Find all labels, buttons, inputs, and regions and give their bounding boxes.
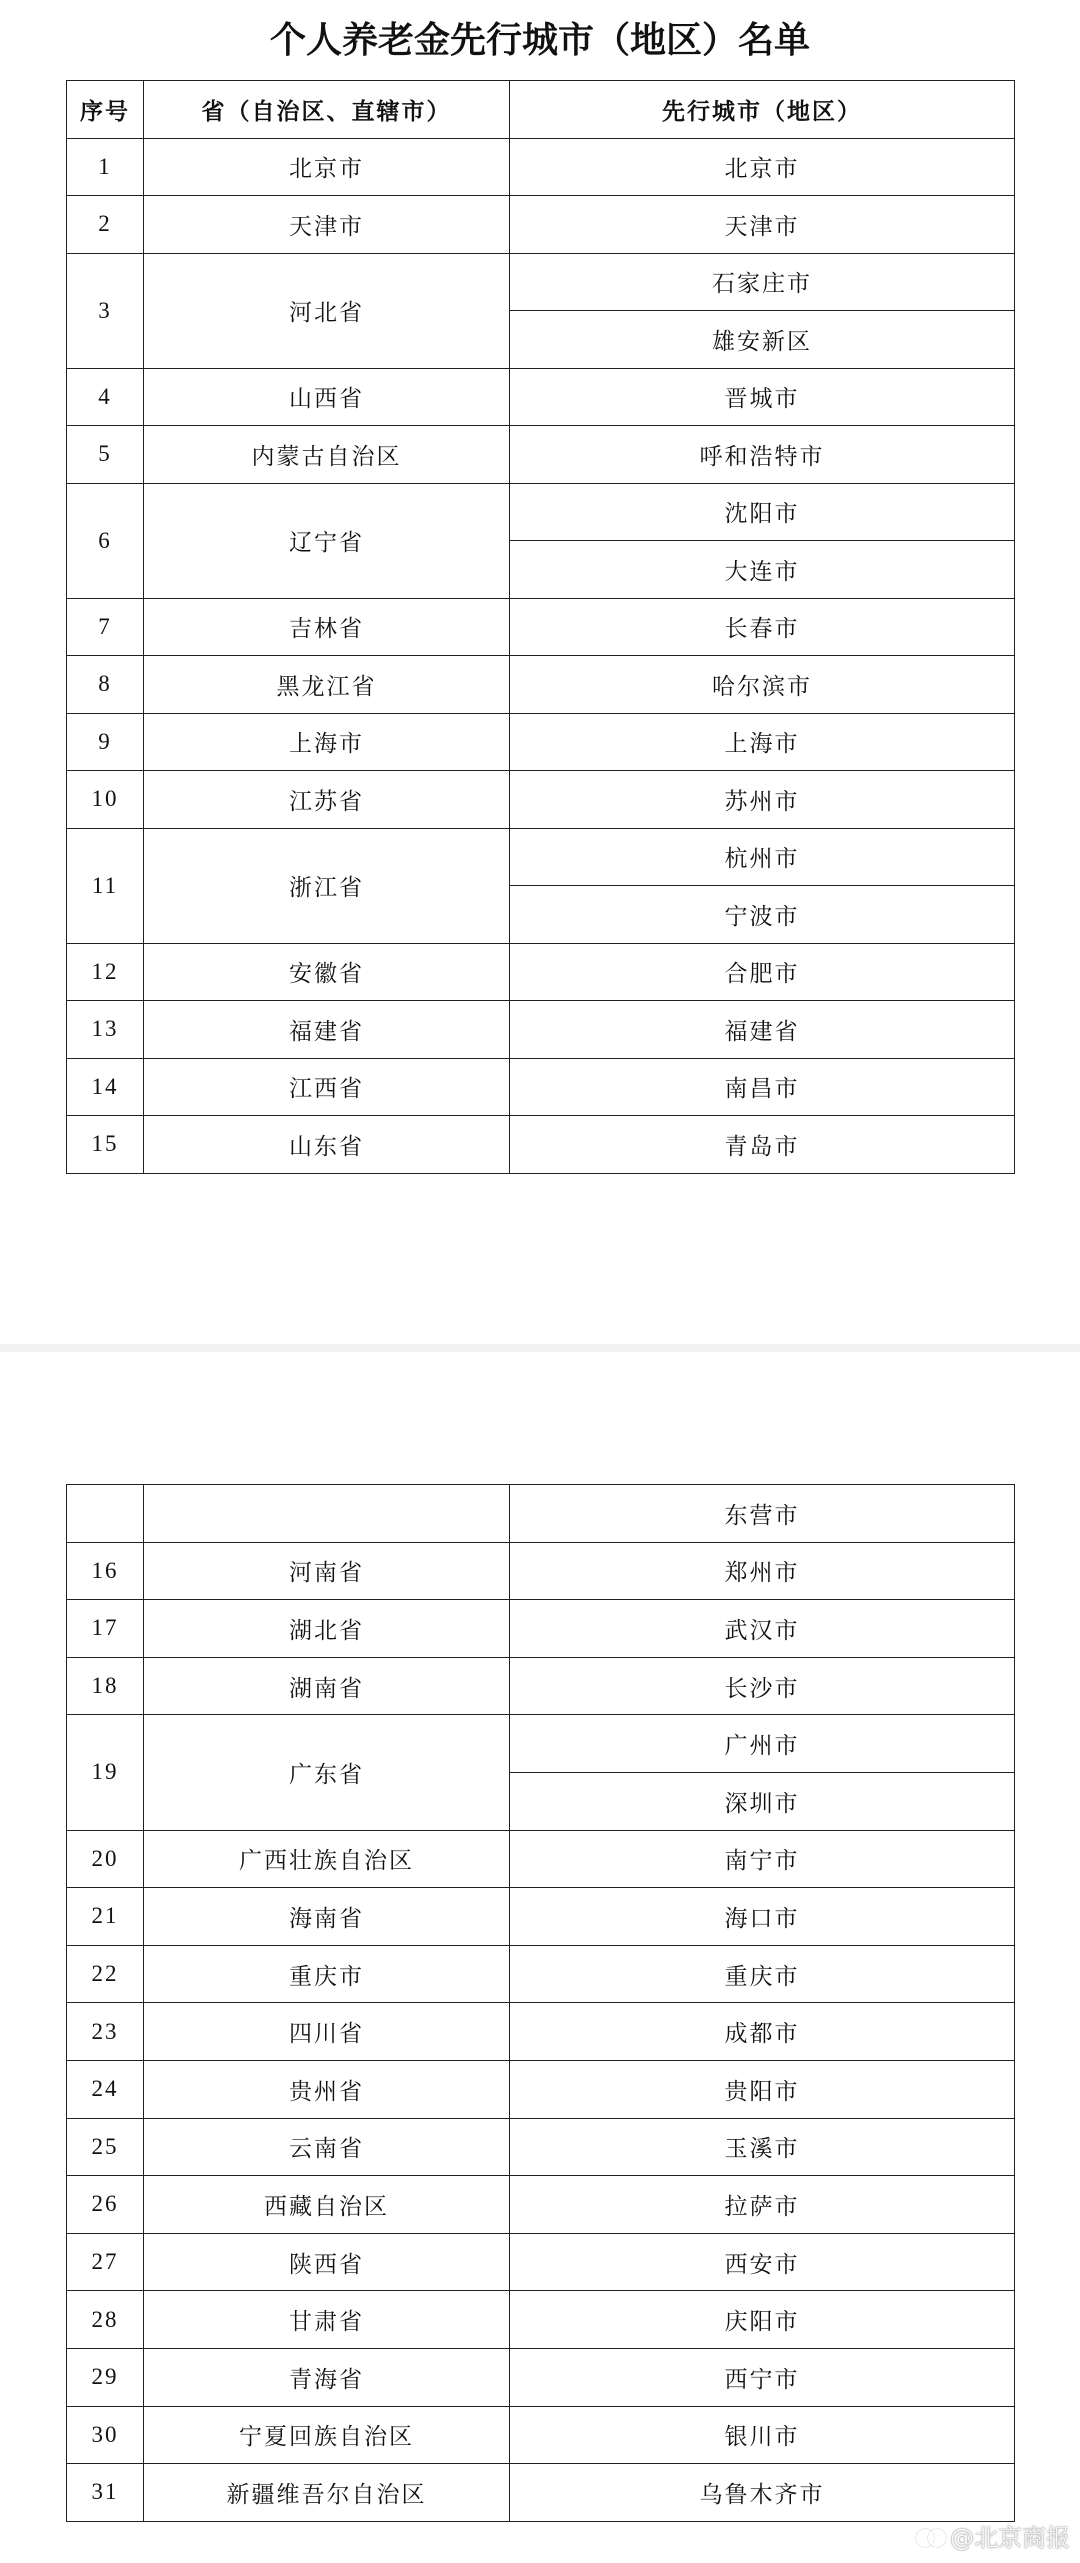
table-row [67,1657,1015,1715]
province-cell: 西藏自治区 [144,2176,510,2234]
city-cell: 北京市 [510,138,1015,196]
city-cell: 上海市 [510,713,1015,771]
province-cell: 甘肃省 [144,2291,510,2349]
table-row [67,2003,1015,2061]
province-cell: 山西省 [144,368,510,426]
city-cell: 西宁市 [510,2348,1015,2406]
province-cell: 贵州省 [144,2060,510,2118]
table-row [67,483,1015,541]
city-cell: 东营市 [510,1485,1015,1543]
page-title: 个人养老金先行城市（地区）名单 [269,19,810,61]
city-cell: 郑州市 [510,1542,1015,1600]
table-row [67,1058,1015,1116]
city-cell: 沈阳市 [510,483,1015,541]
city-cell: 合肥市 [510,943,1015,1001]
row-number: 2 [67,196,144,254]
link-rings-icon [916,2525,946,2547]
province-cell: 重庆市 [144,1945,510,2003]
province-cell: 青海省 [144,2348,510,2406]
city-cell: 拉萨市 [510,2176,1015,2234]
row-number [67,1485,144,1543]
city-cell: 南宁市 [510,1830,1015,1888]
city-cell: 成都市 [510,2003,1015,2061]
row-number: 25 [67,2118,144,2176]
province-cell: 浙江省 [144,828,510,943]
header-seq: 序号 [67,81,144,139]
table-row [67,2406,1015,2464]
province-cell: 辽宁省 [144,483,510,598]
table-row [67,2464,1015,2522]
table-row [67,943,1015,1001]
city-cell: 银川市 [510,2406,1015,2464]
province-cell: 内蒙古自治区 [144,426,510,484]
province-cell: 福建省 [144,1001,510,1059]
city-cell: 重庆市 [510,1945,1015,2003]
table-row [67,2348,1015,2406]
table-row [67,713,1015,771]
row-number: 23 [67,2003,144,2061]
province-cell: 湖南省 [144,1657,510,1715]
row-number: 16 [67,1542,144,1600]
table-row [67,138,1015,196]
province-cell: 新疆维吾尔自治区 [144,2464,510,2522]
row-number: 17 [67,1600,144,1658]
province-cell: 海南省 [144,1888,510,1946]
row-number: 29 [67,2348,144,2406]
province-cell: 河南省 [144,1542,510,1600]
province-cell: 宁夏回族自治区 [144,2406,510,2464]
city-cell: 杭州市 [510,828,1015,886]
city-cell: 乌鲁木齐市 [510,2464,1015,2522]
row-number: 1 [67,138,144,196]
pilot-cities-table-page-2 [66,1484,1015,2522]
row-number: 14 [67,1058,144,1116]
row-number: 19 [67,1715,144,1830]
city-cell: 晋城市 [510,368,1015,426]
table-row [67,1888,1015,1946]
row-number: 9 [67,713,144,771]
row-number: 12 [67,943,144,1001]
row-number: 28 [67,2291,144,2349]
province-cell: 安徽省 [144,943,510,1001]
city-cell: 南昌市 [510,1058,1015,1116]
table-row [67,2176,1015,2234]
row-number: 11 [67,828,144,943]
table-row [67,2291,1015,2349]
table-header-row [67,81,1015,139]
table-row [67,771,1015,829]
row-number: 6 [67,483,144,598]
province-cell: 上海市 [144,713,510,771]
row-number: 27 [67,2233,144,2291]
province-cell: 云南省 [144,2118,510,2176]
row-number: 10 [67,771,144,829]
table-row [67,1542,1015,1600]
province-cell: 广东省 [144,1715,510,1830]
row-number: 22 [67,1945,144,2003]
table-row [67,656,1015,714]
page-separator [0,1344,1080,1352]
row-number: 5 [67,426,144,484]
row-number: 20 [67,1830,144,1888]
table-row [67,1485,1015,1543]
row-number: 7 [67,598,144,656]
province-cell: 天津市 [144,196,510,254]
city-cell: 广州市 [510,1715,1015,1773]
row-number: 18 [67,1657,144,1715]
province-cell: 湖北省 [144,1600,510,1658]
province-cell: 广西壮族自治区 [144,1830,510,1888]
table-row [67,2118,1015,2176]
watermark-text: @北京商报 [950,2524,1070,2552]
city-cell: 庆阳市 [510,2291,1015,2349]
city-cell: 天津市 [510,196,1015,254]
table-row [67,253,1015,311]
city-cell: 西安市 [510,2233,1015,2291]
header-city: 先行城市（地区） [510,81,1015,139]
table-row [67,1830,1015,1888]
row-number: 8 [67,656,144,714]
city-cell: 哈尔滨市 [510,656,1015,714]
watermark [916,2518,1070,2553]
city-cell: 海口市 [510,1888,1015,1946]
table-row [67,2233,1015,2291]
row-number: 31 [67,2464,144,2522]
city-cell: 贵阳市 [510,2060,1015,2118]
table-row [67,2060,1015,2118]
city-cell: 深圳市 [510,1772,1015,1830]
city-cell: 长沙市 [510,1657,1015,1715]
province-cell: 四川省 [144,2003,510,2061]
table-row [67,1600,1015,1658]
city-cell: 呼和浩特市 [510,426,1015,484]
province-cell: 江西省 [144,1058,510,1116]
table-row [67,196,1015,254]
province-cell: 河北省 [144,253,510,368]
province-cell: 北京市 [144,138,510,196]
city-cell: 大连市 [510,541,1015,599]
province-cell: 江苏省 [144,771,510,829]
city-cell: 宁波市 [510,886,1015,944]
city-cell: 玉溪市 [510,2118,1015,2176]
row-number: 3 [67,253,144,368]
province-cell: 陕西省 [144,2233,510,2291]
city-cell: 青岛市 [510,1116,1015,1174]
row-number: 24 [67,2060,144,2118]
city-cell: 雄安新区 [510,311,1015,369]
table-row [67,1001,1015,1059]
city-cell: 长春市 [510,598,1015,656]
row-number: 4 [67,368,144,426]
table-row [67,1116,1015,1174]
province-cell: 黑龙江省 [144,656,510,714]
header-province: 省（自治区、直辖市） [144,81,510,139]
table-row [67,598,1015,656]
city-cell: 福建省 [510,1001,1015,1059]
pilot-cities-table-page-1 [66,80,1015,1174]
province-cell [144,1485,510,1543]
province-cell: 山东省 [144,1116,510,1174]
table-row [67,1945,1015,2003]
city-cell: 苏州市 [510,771,1015,829]
table-row [67,828,1015,886]
row-number: 21 [67,1888,144,1946]
table-row [67,368,1015,426]
city-cell: 石家庄市 [510,253,1015,311]
city-cell: 武汉市 [510,1600,1015,1658]
row-number: 13 [67,1001,144,1059]
row-number: 15 [67,1116,144,1174]
row-number: 30 [67,2406,144,2464]
province-cell: 吉林省 [144,598,510,656]
table-row [67,1715,1015,1773]
row-number: 26 [67,2176,144,2234]
table-row [67,426,1015,484]
